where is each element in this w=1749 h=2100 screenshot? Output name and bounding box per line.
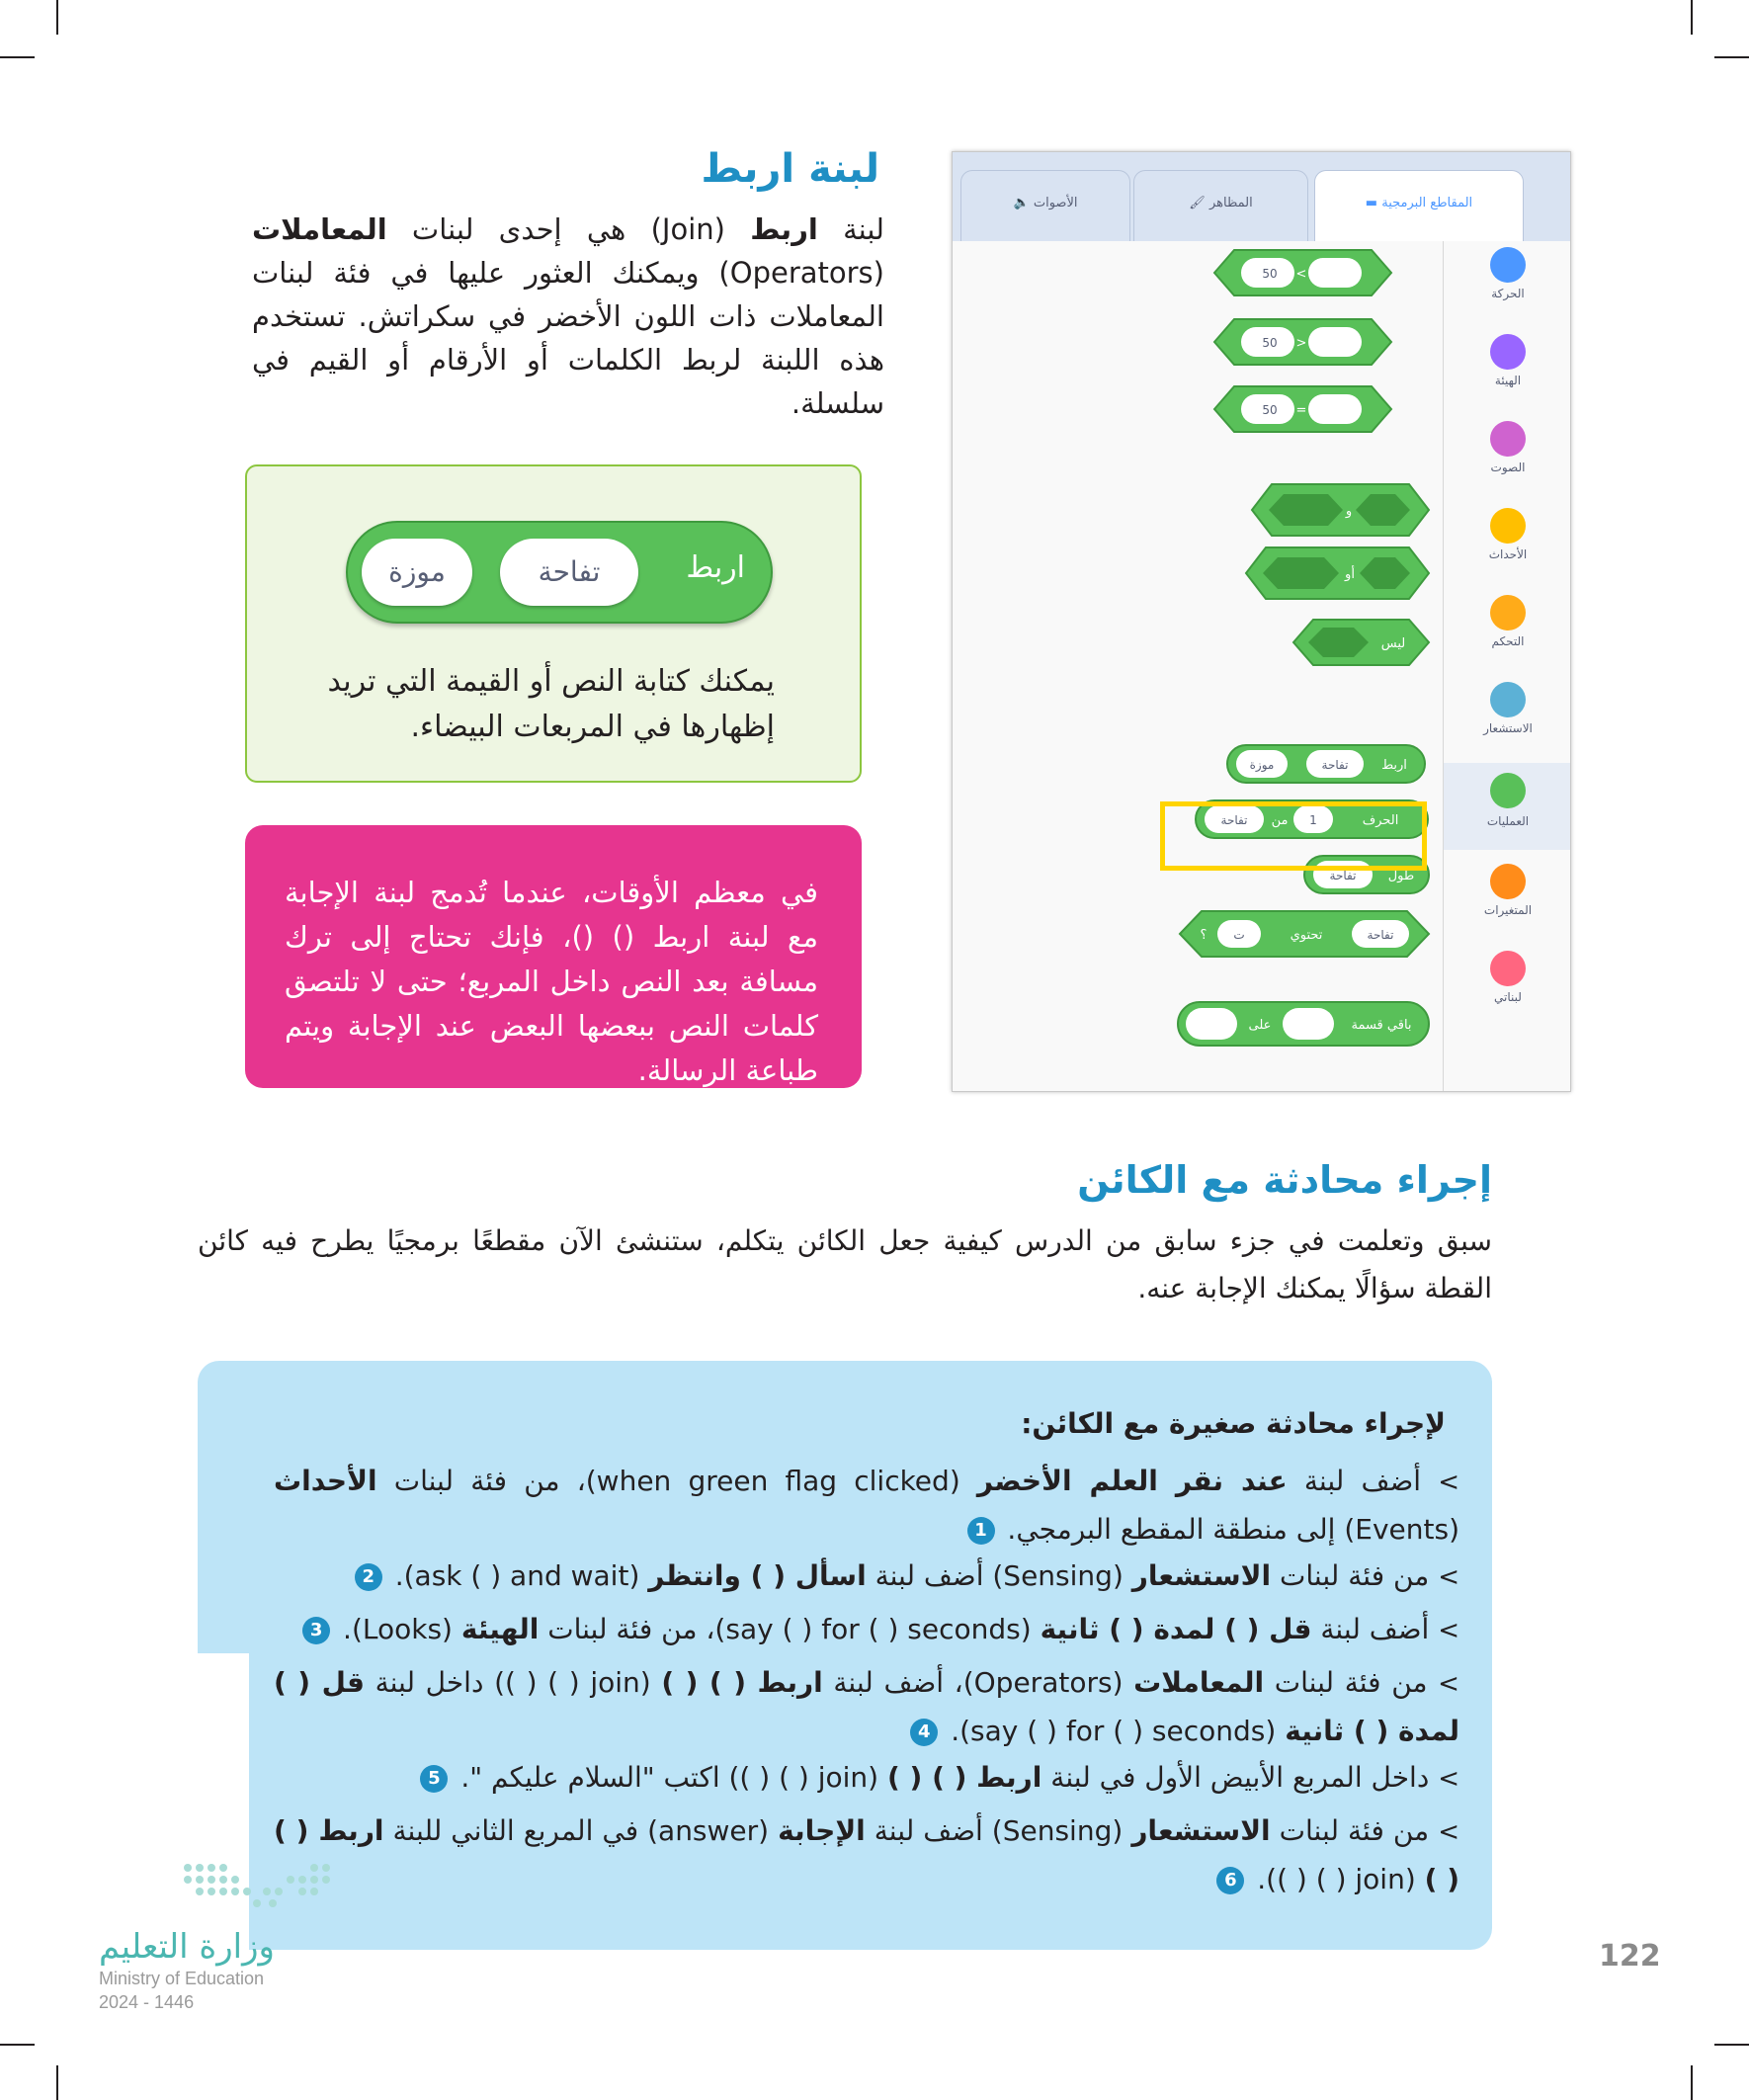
not-label: ليس (1380, 636, 1406, 651)
letter-word: تفاحة (1220, 813, 1248, 827)
instruction-step-4 (274, 1659, 1459, 1755)
category-my-blocks[interactable] (1444, 945, 1571, 1024)
tab-costumes-label: المظاهر (1208, 196, 1253, 210)
crop-mark (56, 0, 58, 35)
join-block-label: اربط (686, 550, 745, 585)
instruction-step-3 (274, 1606, 1459, 1654)
contains-q: ؟ (1200, 928, 1208, 943)
text-run: (Operators)، أضف لبنة (822, 1666, 1134, 1699)
mod-on: على (1248, 1018, 1272, 1033)
letter-label: الحرف (1362, 813, 1399, 828)
category-dot (1490, 508, 1526, 544)
category-sound[interactable] (1444, 415, 1571, 494)
length-label: طول (1387, 869, 1415, 883)
bold-text-run: المعاملات (1133, 1666, 1265, 1699)
bold-text-run: الأحداث (274, 1465, 377, 1497)
or-block[interactable] (1246, 547, 1429, 599)
letter-num: 1 (1309, 813, 1317, 827)
category-label: الصوت (1490, 461, 1526, 474)
conversation-section-paragraph: سبق وتعلمت في جزء سابق من الدرس كيفية جعل الكائن يتكلم، ستنشئ الآن مقطعًا برمجيًا يطرح فيه كائن القطة سؤالًا يمكنك الإجابة عنه. (198, 1224, 1492, 1304)
tab-code-label: المقاطع البرمجية (1381, 196, 1473, 210)
join-value-2-slot: موزة (362, 539, 472, 606)
text-run: (Operators) ويمكنك العثور عليها في فئة لبنات المعاملات ذات اللون الأخضر في سكراتش. تستخدم هذه اللبنة لربط الكلمات أو الأرقام أو القيم في سلسلة. (252, 256, 884, 420)
tab-costumes[interactable] (1133, 170, 1308, 242)
lt-operator: < (1295, 267, 1307, 282)
category-label: لبناتي (1494, 990, 1522, 1004)
text-run: داخل المربع الأبيض الأول في لبنة (1041, 1761, 1430, 1794)
category-label: العمليات (1486, 814, 1530, 828)
crop-mark (0, 2044, 35, 2046)
bullet-marker: > (1438, 1468, 1460, 1497)
text-run: (join ( ) ( )) اكتب "السلام عليكم ". (460, 1761, 887, 1794)
instruction-step-2 (274, 1553, 1459, 1601)
contains-block[interactable] (1180, 911, 1429, 957)
join-label: اربط (1381, 758, 1407, 773)
text-run: من فئة لبنات (1271, 1559, 1430, 1592)
category-label: الهيئة (1494, 374, 1522, 387)
bold-text-run: اسأل ( ) وانتظر (648, 1559, 867, 1592)
step-number-badge: 5 (420, 1765, 448, 1793)
text-run: (answer) في المربع الثاني للبنة (383, 1814, 779, 1847)
category-column (1443, 241, 1571, 1091)
bold-text-run: اربط ( ) ( ) (887, 1761, 1042, 1794)
bold-text-run: اربط ( ) ( ) (274, 1814, 1459, 1895)
mod-label: باقي قسمة (1351, 1018, 1412, 1033)
tab-sounds-label: الأصوات (1033, 196, 1078, 210)
equals-block[interactable] (1214, 386, 1391, 432)
and-block[interactable] (1252, 484, 1429, 536)
bullet-marker: > (1438, 1817, 1459, 1847)
category-sensing[interactable] (1444, 676, 1571, 755)
not-block[interactable] (1293, 620, 1429, 665)
step-number-badge: 2 (355, 1563, 382, 1591)
letter-of: من (1271, 813, 1289, 828)
text-run: (Join) هي إحدى لبنات (386, 212, 751, 246)
ministry-name-en: Ministry of Education (99, 1969, 265, 1988)
text-run: (say ( ) for ( ) seconds). (951, 1715, 1286, 1747)
instruction-step-6 (274, 1807, 1459, 1903)
bold-text-run: الإجابة (778, 1814, 866, 1847)
scratch-tab-bar (953, 152, 1570, 241)
tip-text: في معظم الأوقات، عندما تُدمج لبنة الإجابة مع لبنة اربط () ()، فإنك تحتاج إلى ترك مسافة بعد النص داخل المربع؛ حتى لا تلتصق كلمات النص ببعضها البعض عند الإجابة ويتم طباعة الرسالة. (285, 876, 818, 1087)
instructions-box (198, 1361, 1492, 1950)
blocks-palette (953, 241, 1443, 1091)
text-run: من فئة لبنات (1270, 1814, 1430, 1847)
tab-sounds[interactable] (960, 170, 1130, 242)
join-v2: موزة (1249, 758, 1275, 772)
text-run: (when green flag clicked)، من فئة لبنات (376, 1465, 977, 1497)
join-block-callout (245, 464, 862, 783)
category-control[interactable] (1444, 589, 1571, 668)
bold-text-run: الاستشعار (1131, 1814, 1271, 1847)
eq-value: 50 (1262, 403, 1278, 417)
bold-text-run: الهيئة (460, 1613, 540, 1645)
join-section-paragraph (252, 208, 884, 425)
join-callout-text: يمكنك كتابة النص أو القيمة التي تريد إظهارها في المربعات البيضاء. (327, 664, 775, 744)
category-operators[interactable] (1444, 763, 1571, 850)
text-run: (ask ( ) and wait). (394, 1559, 649, 1592)
bullet-marker: > (1438, 1764, 1459, 1794)
instruction-step-5 (274, 1754, 1459, 1803)
step-number-badge: 4 (910, 1719, 938, 1746)
bullet-marker: > (1438, 1562, 1459, 1592)
text-run: (Sensing) أضف لبنة (866, 1559, 1132, 1592)
bold-text-run: قل ( ) لمدة ( ) ثانية (1040, 1613, 1312, 1645)
category-label: الحركة (1491, 287, 1525, 300)
text-run: (join ( ) ( )). (1257, 1863, 1425, 1895)
category-dot (1490, 773, 1526, 808)
crop-mark (1691, 0, 1693, 35)
bold-text-run: المعاملات (252, 212, 387, 246)
contains-label: تحتوي (1290, 928, 1323, 943)
category-events[interactable] (1444, 502, 1571, 581)
ministry-name-ar: وزارة التعليم (99, 1927, 275, 1967)
category-label: الاستشعار (1483, 721, 1533, 735)
less-than-block[interactable] (1214, 250, 1391, 295)
text-run: (join ( ) ( )) داخل لبنة (364, 1666, 662, 1699)
ministry-year: 2024 - 1446 (99, 1992, 195, 2012)
text-run: من فئة لبنات (1264, 1666, 1428, 1699)
bold-text-run: اربط ( ) ( ) (661, 1666, 823, 1699)
crop-mark (56, 2065, 58, 2100)
category-label: الأحداث (1488, 547, 1528, 561)
instruction-step-1 (274, 1458, 1459, 1554)
category-motion[interactable] (1444, 241, 1571, 320)
category-label: المتغيرات (1483, 903, 1533, 917)
contains-char: ت (1233, 928, 1245, 942)
greater-than-block[interactable] (1214, 319, 1391, 365)
text-run: (Events) إلى منطقة المقطع البرمجي. (1007, 1513, 1459, 1546)
instructions-title: لإجراء محادثة صغيرة مع الكائن: (1021, 1407, 1446, 1440)
text-run: أضف لبنة (1287, 1465, 1422, 1497)
brush-icon: 🖌 (1189, 196, 1206, 210)
gt-value: 50 (1262, 336, 1278, 350)
length-word: تفاحة (1329, 869, 1357, 882)
tip-box (245, 825, 862, 1088)
ministry-logo-dots (178, 1858, 356, 1917)
and-label: و (1345, 504, 1353, 519)
tab-code[interactable] (1314, 170, 1524, 242)
text-run: (Looks). (343, 1613, 461, 1645)
join-value-1-slot: تفاحة (500, 539, 638, 606)
text-run: لبنة (817, 212, 884, 246)
category-looks[interactable] (1444, 328, 1571, 407)
mod-block[interactable] (1178, 1002, 1429, 1046)
bullet-marker: > (1438, 1616, 1459, 1645)
step-number-badge: 3 (302, 1617, 330, 1644)
crop-mark (1691, 2065, 1693, 2100)
category-label: التحكم (1491, 634, 1525, 648)
text-run: (Sensing) أضف لبنة (865, 1814, 1132, 1847)
join-highlight-frame (1160, 801, 1427, 871)
bold-text-run: اربط (750, 212, 818, 246)
category-dot (1490, 864, 1526, 899)
category-dot (1490, 247, 1526, 283)
text-run: (say ( ) for ( ) seconds)، من فئة لبنات (539, 1613, 1041, 1645)
bold-text-run: الاستشعار (1131, 1559, 1272, 1592)
join-block[interactable] (1227, 745, 1425, 783)
crop-mark (1714, 56, 1749, 58)
eq-operator: = (1295, 403, 1307, 418)
step-number-badge: 1 (967, 1517, 995, 1545)
page-number: 122 (1599, 1939, 1661, 1974)
gt-operator: > (1295, 336, 1307, 351)
or-label: أو (1345, 567, 1355, 582)
contains-word: تفاحة (1367, 928, 1394, 942)
join-v1: تفاحة (1321, 758, 1349, 772)
crop-mark (1714, 2044, 1749, 2046)
speaker-icon: 🔈 (1013, 196, 1030, 210)
crop-mark (0, 56, 35, 58)
bullet-marker: > (1438, 1669, 1459, 1699)
bold-text-run: قل ( ) لمدة ( ) ثانية (274, 1666, 1459, 1747)
code-icon: ▬ (1365, 196, 1378, 210)
conversation-section-title: إجراء محادثة مع الكائن (1077, 1158, 1492, 1202)
category-dot (1490, 421, 1526, 457)
category-dot (1490, 595, 1526, 630)
scratch-blocks-panel (952, 151, 1571, 1092)
category-dot (1490, 334, 1526, 370)
category-variables[interactable] (1444, 858, 1571, 937)
category-dot (1490, 682, 1526, 717)
join-block-illustration (346, 521, 773, 624)
lt-value: 50 (1262, 267, 1278, 281)
bold-text-run: عند نقر العلم الأخضر (976, 1465, 1288, 1497)
text-run: أضف لبنة (1311, 1613, 1430, 1645)
category-dot (1490, 951, 1526, 986)
step-number-badge: 6 (1216, 1867, 1244, 1894)
operator-blocks-svg (953, 241, 1443, 1091)
join-section-title: لبنة اربط (701, 146, 879, 192)
